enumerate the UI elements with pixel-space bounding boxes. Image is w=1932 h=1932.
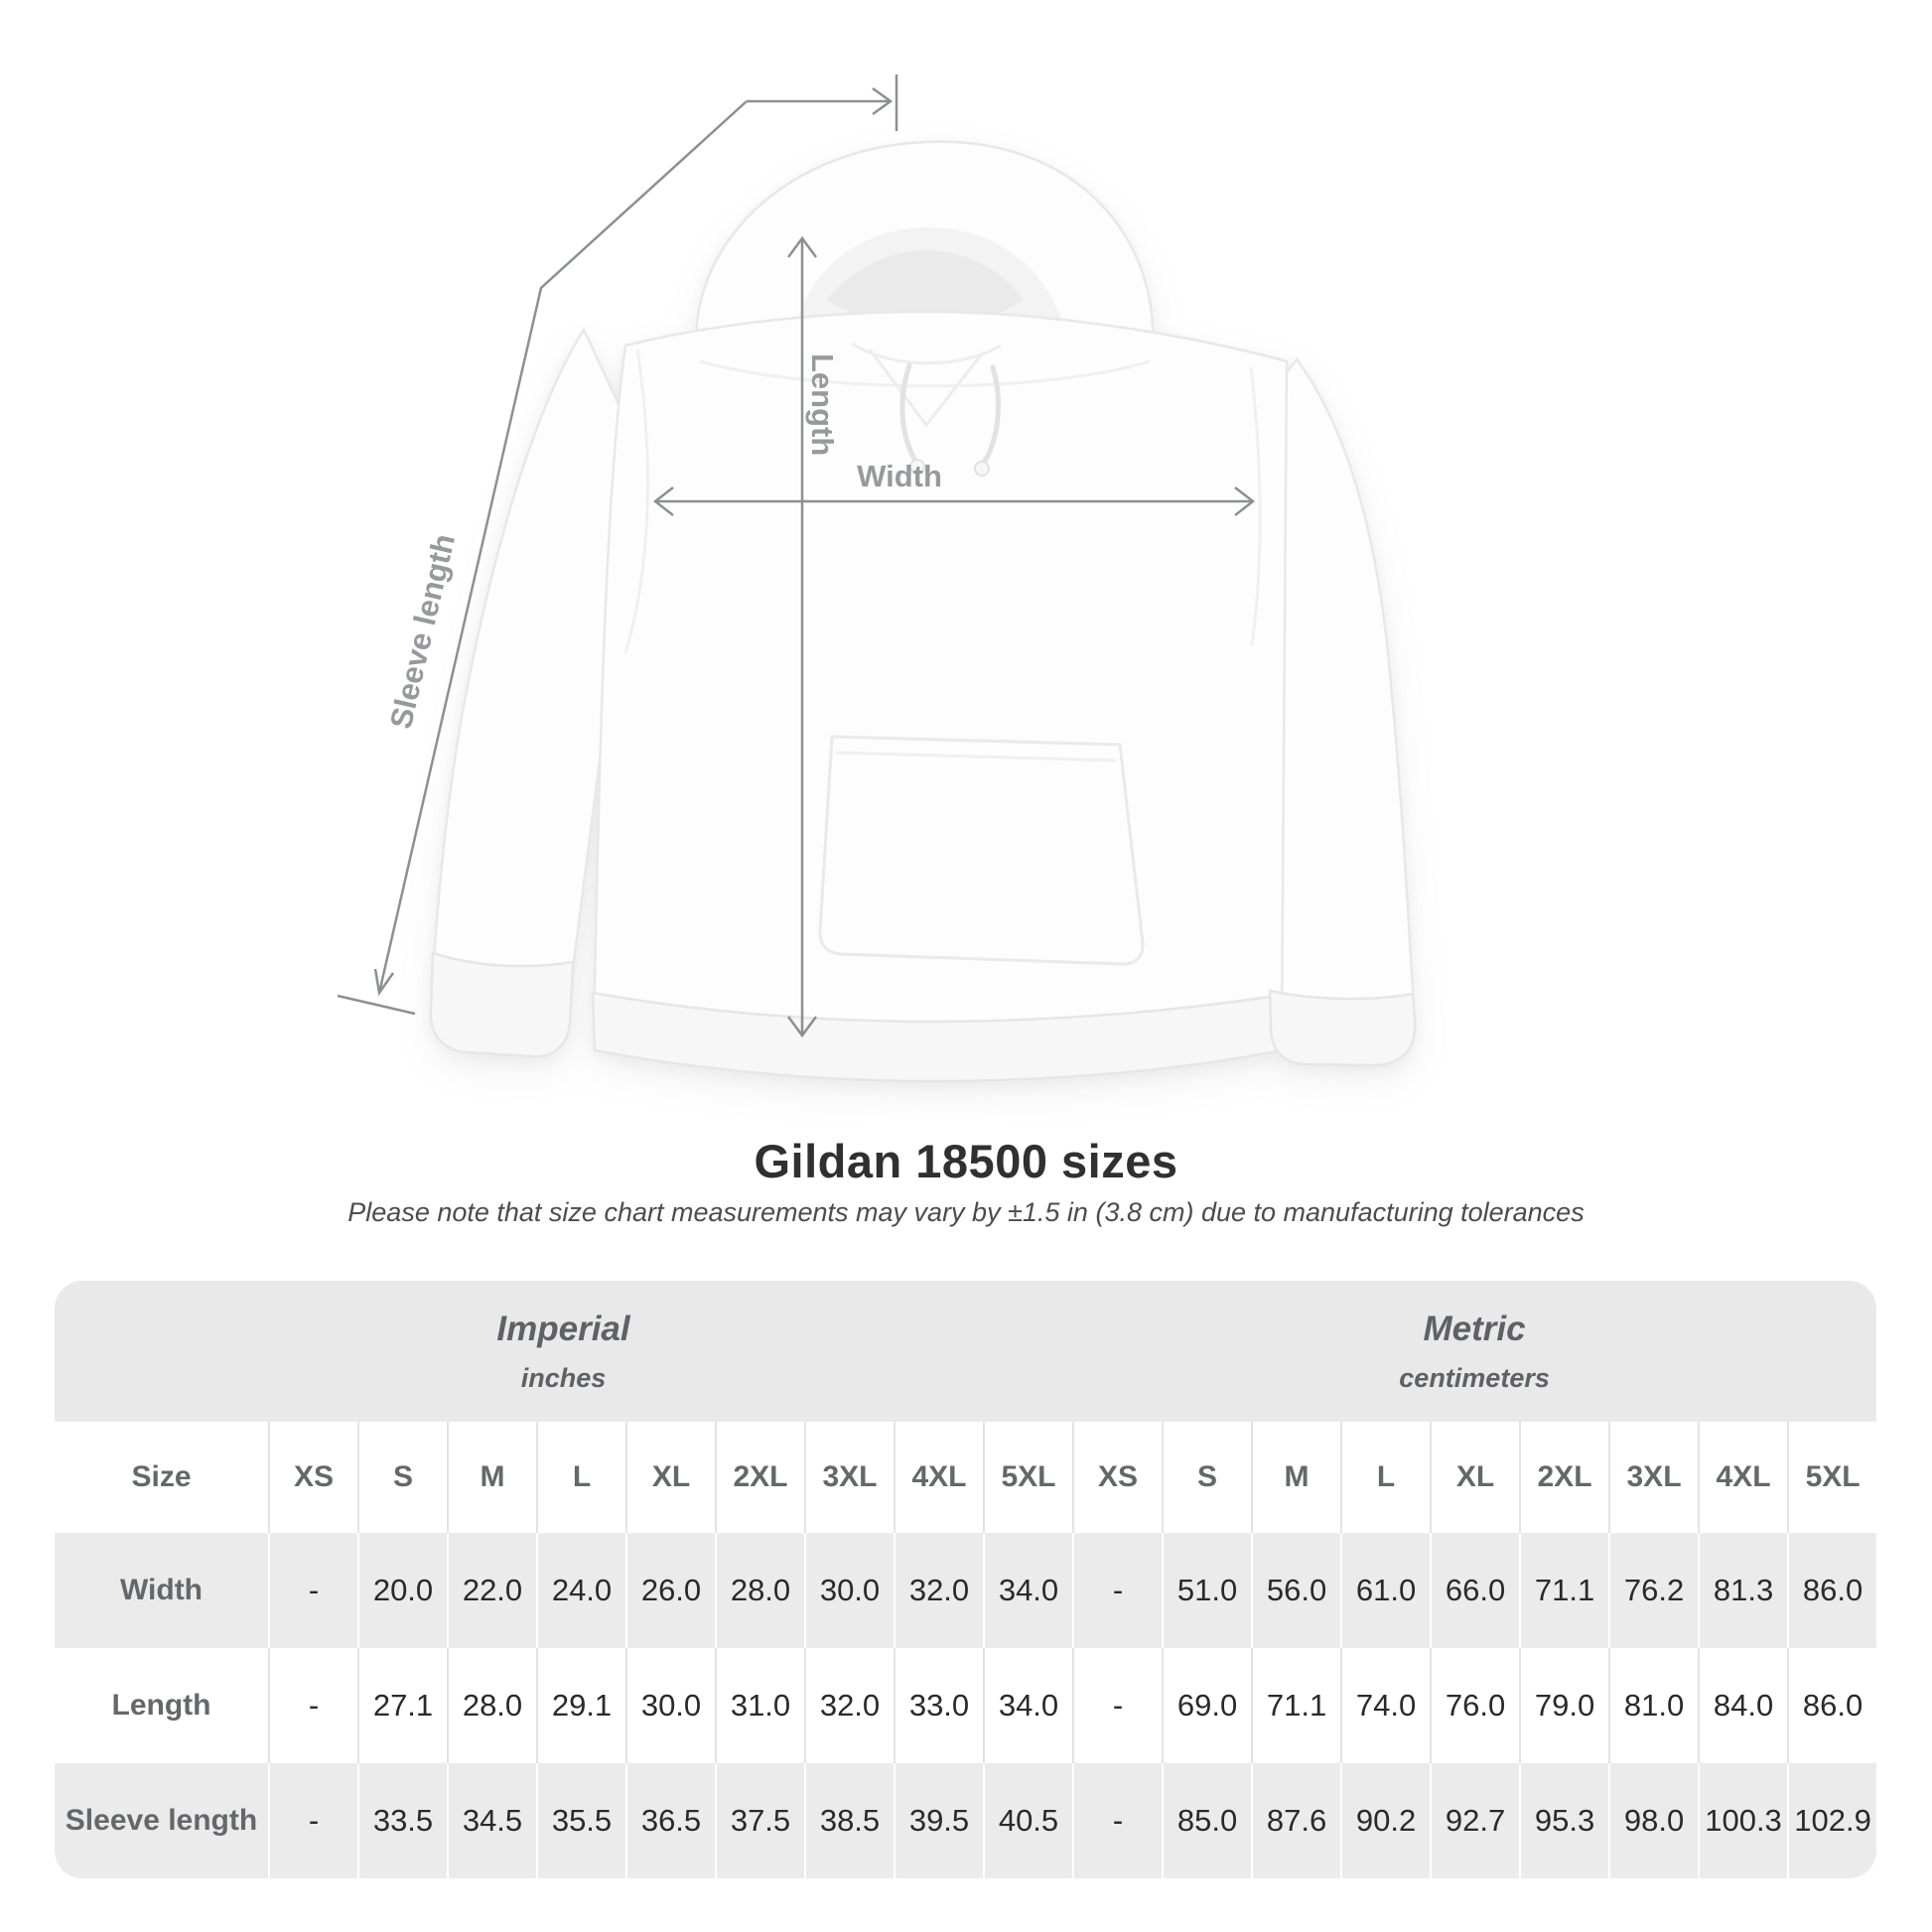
cell-metric-4xl: 100.3	[1698, 1763, 1787, 1878]
tolerance-note: Please note that size chart measurements may vary by ±1.5 in (3.8 cm) due to manufacturing tolerances	[347, 1197, 1585, 1227]
imperial-units-label: inches	[520, 1362, 607, 1393]
cell-imperial-xl: 30.0	[625, 1648, 715, 1763]
cell-imperial-l: 35.5	[536, 1763, 625, 1878]
cell-metric-4xl: 84.0	[1698, 1648, 1787, 1763]
cell-imperial-l: 24.0	[536, 1533, 625, 1648]
kangaroo-pocket	[820, 737, 1143, 964]
cell-metric-2xl: 95.3	[1519, 1763, 1608, 1878]
size-table-body	[55, 1533, 1876, 1878]
cell-metric-m: 87.6	[1251, 1763, 1340, 1878]
cell-metric-m: 71.1	[1251, 1648, 1340, 1763]
cell-imperial-xl: 36.5	[625, 1763, 715, 1878]
cell-imperial-4xl: 32.0	[894, 1533, 983, 1648]
cell-imperial-l: 29.1	[536, 1648, 625, 1763]
imperial-label: Imperial	[496, 1309, 630, 1348]
cell-imperial-m: 34.5	[447, 1763, 536, 1878]
cell-metric-l: 90.2	[1340, 1763, 1430, 1878]
cell-metric-s: 51.0	[1162, 1533, 1251, 1648]
cell-imperial-xs: -	[268, 1648, 357, 1763]
size-column-header: Size	[55, 1422, 268, 1533]
cell-metric-3xl: 98.0	[1608, 1763, 1698, 1878]
size-table	[55, 1281, 1876, 1878]
size-header-metric-5xl: 5XL	[1787, 1422, 1876, 1533]
length-label: Length	[805, 353, 840, 457]
size-header-imperial-5xl: 5XL	[983, 1422, 1072, 1533]
cell-metric-3xl: 76.2	[1608, 1533, 1698, 1648]
measurement-row	[55, 1648, 1876, 1763]
metric-units-label: centimeters	[1399, 1362, 1550, 1393]
measurement-row	[55, 1763, 1876, 1878]
width-label: Width	[857, 459, 942, 493]
cell-metric-2xl: 71.1	[1519, 1533, 1608, 1648]
cell-imperial-m: 28.0	[447, 1648, 536, 1763]
imperial-unit-header	[55, 1281, 1072, 1422]
cell-imperial-s: 33.5	[357, 1763, 447, 1878]
cell-imperial-m: 22.0	[447, 1533, 536, 1648]
size-header-metric-xl: XL	[1430, 1422, 1519, 1533]
row-label: Width	[55, 1533, 268, 1648]
cell-metric-s: 85.0	[1162, 1763, 1251, 1878]
cell-metric-5xl: 86.0	[1787, 1648, 1876, 1763]
size-header-metric-2xl: 2XL	[1519, 1422, 1608, 1533]
cell-imperial-2xl: 31.0	[715, 1648, 804, 1763]
size-header-imperial-2xl: 2XL	[715, 1422, 804, 1533]
size-header-imperial-3xl: 3XL	[804, 1422, 894, 1533]
cell-imperial-4xl: 33.0	[894, 1648, 983, 1763]
cell-metric-xs: -	[1072, 1648, 1162, 1763]
metric-label: Metric	[1423, 1309, 1526, 1348]
cell-metric-2xl: 79.0	[1519, 1648, 1608, 1763]
cell-metric-5xl: 86.0	[1787, 1533, 1876, 1648]
cell-imperial-xl: 26.0	[625, 1533, 715, 1648]
unit-band-row	[55, 1281, 1876, 1422]
cell-imperial-s: 27.1	[357, 1648, 447, 1763]
cell-metric-m: 56.0	[1251, 1533, 1340, 1648]
size-header-imperial-xs: XS	[268, 1422, 357, 1533]
cell-imperial-2xl: 28.0	[715, 1533, 804, 1648]
cell-metric-xl: 66.0	[1430, 1533, 1519, 1648]
cell-metric-5xl: 102.9	[1787, 1763, 1876, 1878]
cell-imperial-5xl: 34.0	[983, 1533, 1072, 1648]
cell-imperial-xs: -	[268, 1763, 357, 1878]
hoodie-left-cuff	[431, 953, 573, 1056]
cell-imperial-3xl: 32.0	[804, 1648, 894, 1763]
cell-metric-xs: -	[1072, 1763, 1162, 1878]
size-header-metric-s: S	[1162, 1422, 1251, 1533]
size-header-metric-xs: XS	[1072, 1422, 1162, 1533]
cell-metric-l: 61.0	[1340, 1533, 1430, 1648]
sleeve-cuff-tick	[338, 996, 415, 1014]
cell-imperial-3xl: 30.0	[804, 1533, 894, 1648]
cell-metric-xl: 76.0	[1430, 1648, 1519, 1763]
cell-imperial-2xl: 37.5	[715, 1763, 804, 1878]
cell-imperial-s: 20.0	[357, 1533, 447, 1648]
cell-metric-xl: 92.7	[1430, 1763, 1519, 1878]
cell-metric-xs: -	[1072, 1533, 1162, 1648]
cell-metric-3xl: 81.0	[1608, 1648, 1698, 1763]
hoodie-illustration	[431, 142, 1415, 1081]
size-header-imperial-m: M	[447, 1422, 536, 1533]
row-label: Length	[55, 1648, 268, 1763]
cell-imperial-xs: -	[268, 1533, 357, 1648]
size-header-imperial-l: L	[536, 1422, 625, 1533]
cell-metric-s: 69.0	[1162, 1648, 1251, 1763]
cell-imperial-5xl: 40.5	[983, 1763, 1072, 1878]
size-header-metric-3xl: 3XL	[1608, 1422, 1698, 1533]
size-header-row	[55, 1422, 1876, 1533]
sleeve-length-label: Sleeve length	[382, 530, 463, 733]
page-title: Gildan 18500 sizes	[754, 1135, 1178, 1187]
cell-metric-4xl: 81.3	[1698, 1533, 1787, 1648]
measurement-row	[55, 1533, 1876, 1648]
cell-imperial-5xl: 34.0	[983, 1648, 1072, 1763]
cell-imperial-4xl: 39.5	[894, 1763, 983, 1878]
metric-unit-header	[1072, 1281, 1876, 1422]
cell-imperial-3xl: 38.5	[804, 1763, 894, 1878]
cell-metric-l: 74.0	[1340, 1648, 1430, 1763]
row-label: Sleeve length	[55, 1763, 268, 1878]
size-header-imperial-s: S	[357, 1422, 447, 1533]
hoodie-right-cuff	[1270, 991, 1415, 1065]
size-table-container	[55, 1281, 1876, 1878]
size-header-metric-m: M	[1251, 1422, 1340, 1533]
size-header-imperial-xl: XL	[625, 1422, 715, 1533]
size-header-metric-l: L	[1340, 1422, 1430, 1533]
size-header-imperial-4xl: 4XL	[894, 1422, 983, 1533]
size-header-metric-4xl: 4XL	[1698, 1422, 1787, 1533]
